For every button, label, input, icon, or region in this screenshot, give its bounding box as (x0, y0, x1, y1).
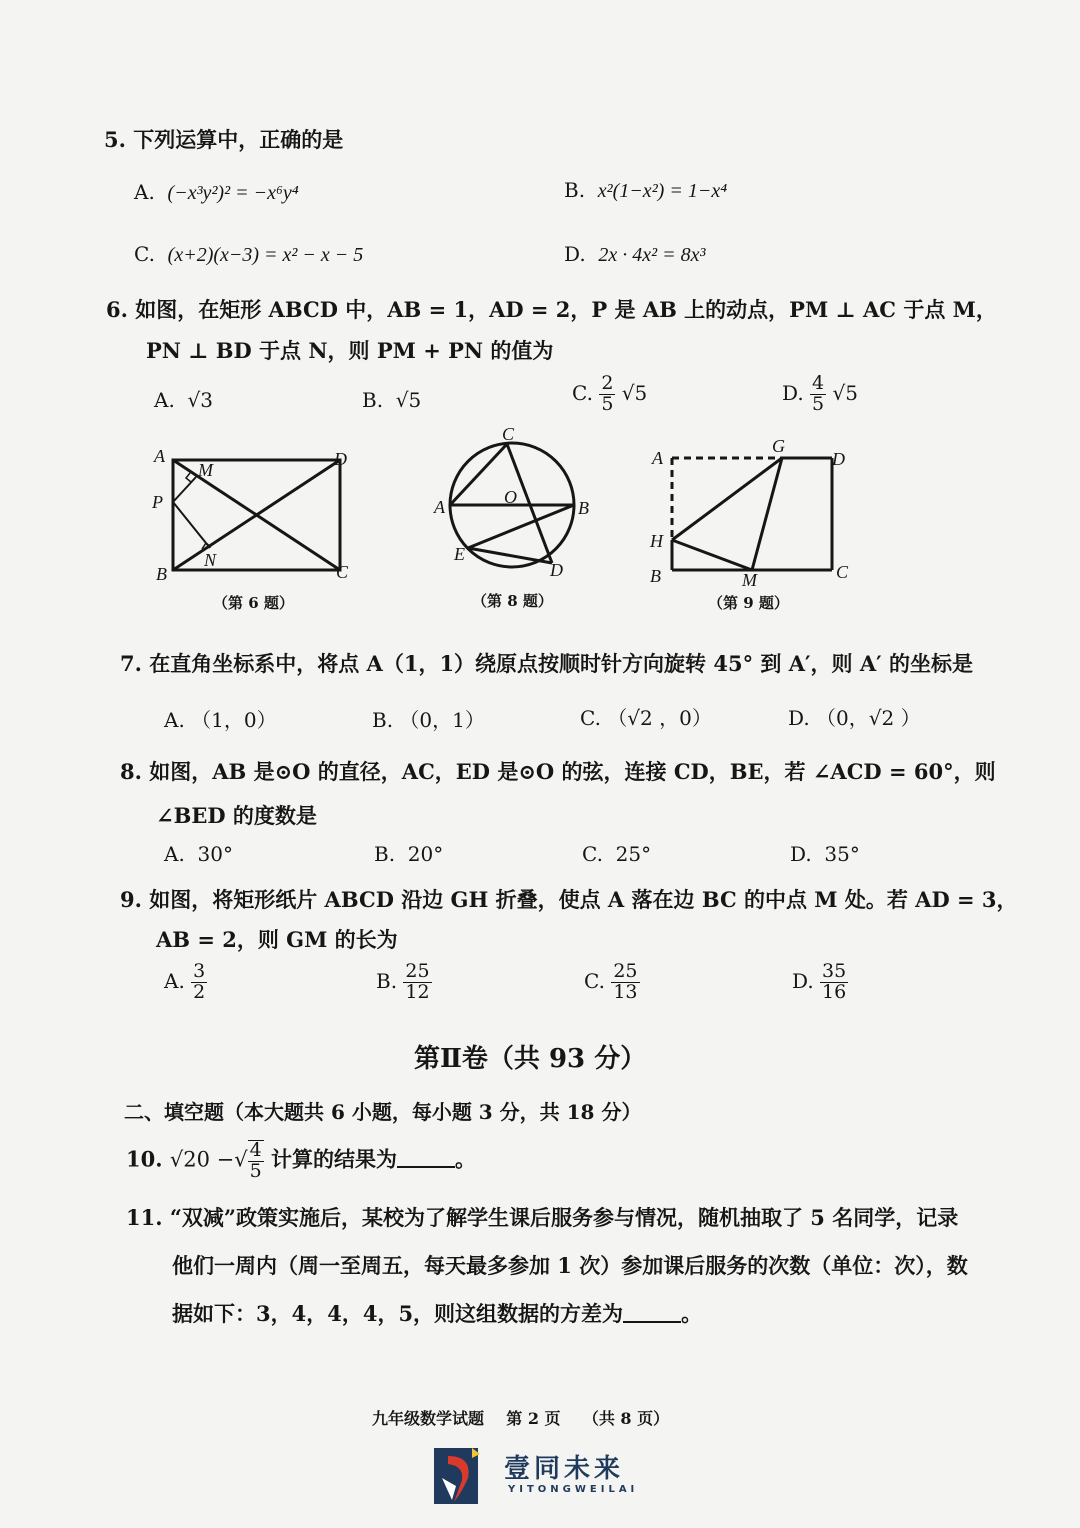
q6-option-d (782, 374, 858, 415)
watermark-logo-icon (432, 1444, 492, 1508)
option-expr: √5 (832, 380, 858, 405)
q8-option-d (790, 842, 860, 866)
point-label-d: D (832, 449, 845, 469)
q7-stem: 7. 在直角坐标系中，将点 A（1，1）绕原点按顺时针方向旋转 45° 到 A′，则 A′ 的坐标是 (120, 651, 973, 676)
option-label: B. (372, 708, 394, 732)
point-label-d: D (334, 449, 347, 469)
fraction: $\frac{4}{5}$ (249, 1139, 262, 1182)
fraction: $\frac{25}{13}$ (613, 960, 638, 1003)
q6-stem-line1: 6. 如图，在矩形 ABCD 中，AB = 1，AD = 2，P 是 AB 上的动点，PM ⊥ AC 于点 M， (106, 297, 997, 322)
q5-option-b (564, 178, 727, 203)
option-expr: √5 (621, 380, 648, 405)
question-number: 10. (126, 1146, 163, 1172)
q8-stem-line1: 8. 如图，AB 是⊙O 的直径，AC，ED 是⊙O 的弦，连接 CD，BE，若 ∠ACD = 60°，则 (120, 759, 996, 784)
q9-option-b (376, 962, 432, 1003)
q9-option-d (792, 962, 848, 1003)
option-label: C. (580, 706, 601, 730)
point-label-m: M (198, 460, 213, 480)
figure-6-caption: （第 6 题） (213, 594, 294, 612)
option-label: B. (374, 842, 396, 866)
option-label: A. (164, 842, 185, 866)
answer-blank[interactable] (397, 1165, 455, 1168)
option-label: A. (164, 708, 185, 732)
option-expr: 35° (824, 842, 860, 866)
q9-stem-line1: 9. 如图，将矩形纸片 ABCD 沿边 GH 折叠，使点 A 落在边 BC 的中点 M 处。若 AD = 3， (120, 887, 1018, 912)
fraction: $\frac{4}{5}$ (812, 372, 825, 415)
section-title: 第Ⅱ卷（共 93 分） (414, 1044, 647, 1074)
q5-option-c (134, 242, 363, 267)
question-text: 据如下：3，4，4，4，5，则这组数据的方差为 (172, 1301, 624, 1326)
q11-line1: 11. “双减”政策实施后，某校为了解学生课后服务参与情况，随机抽取了 5 名同学，记录 (126, 1205, 959, 1230)
option-label: D. (790, 842, 812, 866)
q9-option-c (584, 962, 640, 1003)
option-expr: x²(1−x²) = 1−x⁴ (597, 180, 728, 202)
q7-option-d (788, 702, 921, 731)
q6-option-a (154, 388, 213, 412)
option-label: D. (782, 380, 804, 405)
point-label-c: C (502, 424, 515, 444)
q5-option-d (564, 242, 706, 267)
option-label: C. (582, 842, 603, 866)
point-label-m: M (742, 570, 757, 590)
q9-option-a (164, 962, 207, 1003)
option-label: A. (154, 388, 175, 412)
answer-blank[interactable] (623, 1320, 681, 1323)
point-label-b: B (650, 566, 661, 586)
option-expr: （0，√2 ） (816, 706, 921, 730)
question-text: 计算的结果为 (271, 1146, 398, 1172)
option-label: C. (584, 968, 605, 993)
option-expr: 2x · 4x² = 8x³ (598, 244, 706, 266)
option-expr: （1，0） (191, 708, 277, 732)
option-expr: (−x³y²)² = −x⁶y⁴ (167, 182, 299, 204)
watermark-brand-en: YITONGWEILAI (508, 1484, 639, 1495)
q8-option-c (582, 842, 651, 866)
q5-stem: 5. 下列运算中，正确的是 (104, 127, 344, 152)
option-expr: √5 (395, 388, 422, 412)
option-expr: (x+2)(x−3) = x² − x − 5 (167, 244, 364, 266)
option-expr: 30° (197, 842, 233, 866)
point-label-b: B (156, 564, 167, 584)
option-label: C. (572, 380, 593, 405)
option-label: D. (788, 706, 810, 730)
option-expr: √3 (187, 388, 213, 412)
point-label-p: P (152, 492, 163, 512)
point-label-o: O (504, 487, 517, 507)
fraction: $\frac{25}{12}$ (405, 960, 430, 1003)
point-label-a: A (154, 446, 165, 466)
option-label: B. (362, 388, 384, 412)
figure-6-rectangle-diagram (140, 440, 370, 590)
q9-stem-line2: AB = 2，则 GM 的长为 (156, 927, 398, 952)
option-expr: 20° (407, 842, 444, 866)
q8-stem-line2: ∠BED 的度数是 (156, 803, 317, 828)
point-label-a: A (434, 497, 445, 517)
option-expr: 25° (615, 842, 652, 866)
point-label-h: H (650, 531, 663, 551)
option-label: A. (134, 180, 155, 204)
option-label: A. (164, 968, 185, 993)
figure-9-fold-diagram (640, 430, 870, 590)
q7-option-b (372, 704, 485, 733)
q7-option-c (580, 702, 712, 731)
option-label: B. (376, 968, 398, 993)
q11-line3: 据如下：3，4，4，4，5，则这组数据的方差为 。 (172, 1301, 703, 1326)
point-label-c: C (336, 562, 349, 582)
point-label-b: B (578, 498, 589, 518)
q6-option-b (362, 388, 421, 412)
part-heading: 二、填空题（本大题共 6 小题，每小题 3 分，共 18 分） (124, 1100, 642, 1124)
figure-8-caption: （第 8 题） (472, 592, 553, 610)
q11-line2: 他们一周内（周一至周五，每天最多参加 1 次）参加课后服务的次数（单位：次），数 (172, 1253, 968, 1278)
fraction: $\frac{35}{16}$ (822, 960, 847, 1003)
point-label-e: E (454, 544, 465, 564)
option-label: B. (564, 178, 586, 202)
option-label: D. (792, 968, 814, 993)
q5-option-a (134, 180, 299, 205)
q7-option-a (164, 704, 277, 733)
option-label: C. (134, 242, 155, 266)
point-label-a: A (652, 448, 663, 468)
expr: √20 − (169, 1147, 235, 1172)
figure-8-circle-diagram (430, 420, 600, 580)
fraction: $\frac{3}{2}$ (193, 960, 206, 1003)
option-expr: （0，1） (399, 708, 485, 732)
point-label-n: N (204, 550, 217, 570)
q6-stem-line2: PN ⊥ BD 于点 N，则 PM + PN 的值为 (146, 338, 554, 363)
q8-option-a (164, 842, 233, 866)
q10: 10. √20 −√ $\frac{4}{5}$ 计算的结果为 。 (126, 1139, 477, 1182)
q6-option-c (572, 374, 647, 415)
fraction: $\frac{2}{5}$ (601, 372, 614, 415)
point-label-d: D (550, 560, 563, 580)
watermark-brand-cn: 壹同未来 (504, 1454, 625, 1484)
page-footer: 九年级数学试题 第 2 页 （共 8 页） (372, 1409, 670, 1428)
figure-9-caption: （第 9 题） (708, 594, 789, 612)
option-expr: （√2 ，0） (607, 706, 712, 730)
q8-option-b (374, 842, 443, 866)
option-label: D. (564, 242, 586, 266)
point-label-c: C (836, 562, 849, 582)
point-label-g: G (772, 436, 785, 456)
